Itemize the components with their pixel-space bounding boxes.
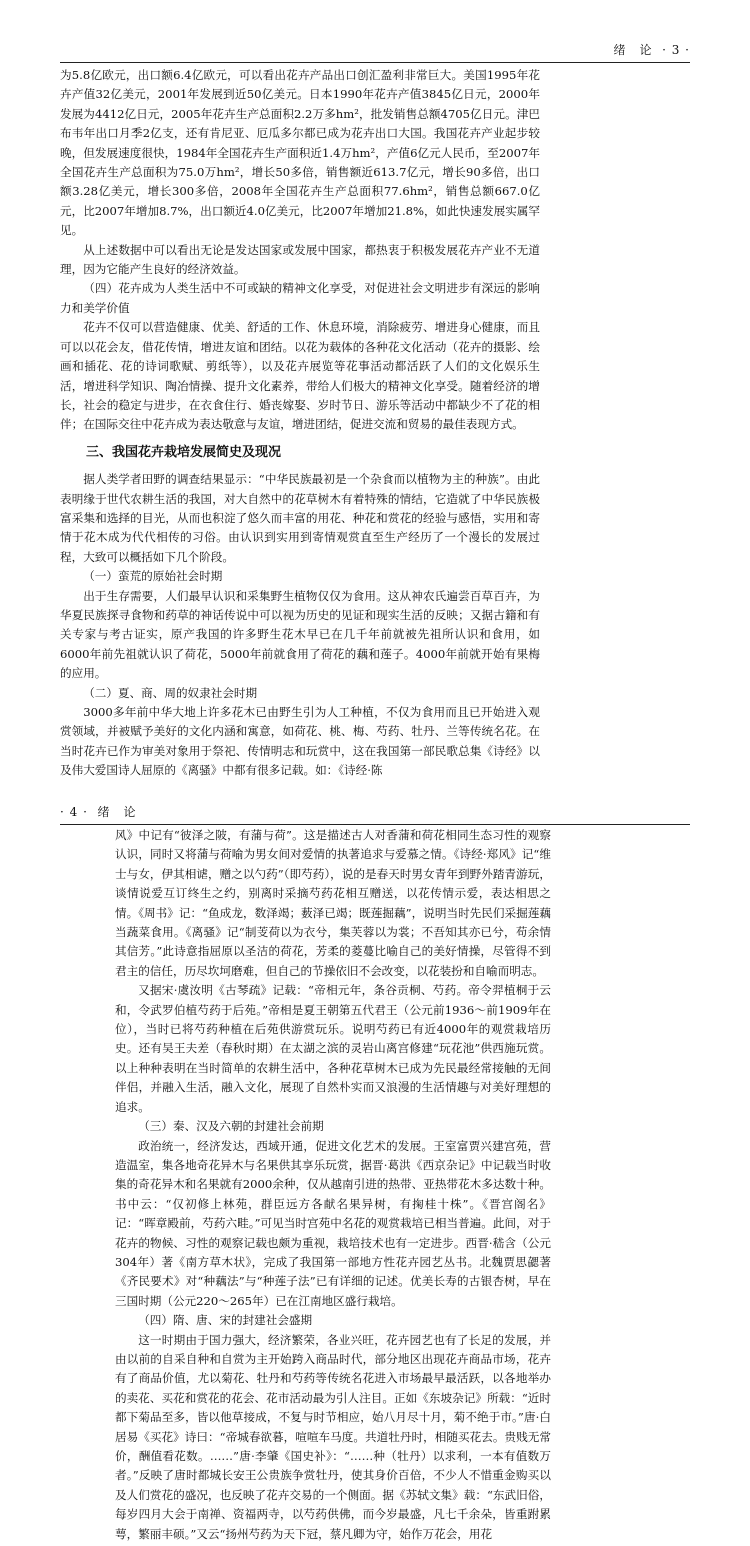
header-page-number: · 4 · (60, 805, 88, 819)
page-body (115, 826, 551, 1544)
paragraph: 风》中记有“彼泽之陂，有蒲与荷”。这是描述古人对香蒲和荷花相同生态习性的观察认识，同时又将蒲与荷喻为男女间对爱情的执著追求与爱慕之情。《诗经·郑风》记“维士与女，伊其相谑，赠之以勺药”（即芍药），说的是春天时男女青年到野外踏青游玩，谈情说爱互订终生之约，别离时采摘芍药花相互赠送，以花传情示爱，表达相思之情。《周书》记：“鱼成龙，数泽竭；薮泽已竭；既莲掘藕”，说明当时先民们采掘莲藕当蔬菜食用。《离骚》记“制芰荷以为衣兮，集芙蓉以为裳；不吾知其亦已兮，苟余情其信芳。”此诗意指屈原以圣洁的荷花，芳柔的菱蔓比喻自己的美好情操，尽管得不到君主的信任，历尽坎坷磨难，但自己的节操依旧不会改变，以花装扮和自喻而明志。 (115, 828, 551, 978)
header-page-number: · 3 · (662, 43, 690, 57)
header-chapter: 绪 论 (97, 805, 137, 819)
running-head (60, 802, 690, 825)
paragraph: 又据宋·虞汝明《古琴疏》记载：“帝相元年，条谷贡桐、芍药。帝令羿植桐于云和，令武罗伯植芍药于后苑。”帝相是夏王朝第五代君王（公元前1936～前1909年在位），当时已将芍药种植在后苑供游赏玩乐。说明芍药已有近4000年的观赏栽培历史。还有吴王夫差（春秋时期）在太湖之滨的灵岩山离宫修建“玩花池”供西施玩赏。以上种种表明在当时简单的农耕生活中，各种花草树木已成为先民最经常接触的无间伴侣，并融入生活，融入文化，展现了自然朴实而又浪漫的生活情趣与对美好理想的追求。 (115, 983, 551, 1114)
paragraph: 据人类学者田野的调查结果显示：“中华民族最初是一个杂食而以植物为主的种族”。由此表明缘于世代农耕生活的我国，对大自然中的花草树木有着特殊的情结，它造就了中华民族极富采集和选择的目光，从而也积淀了悠久而丰富的用花、种花和赏花的经验与感悟，实用和寄情于花木成为代代相传的习俗。由认识到实用到寄情观赏直至生产经历了一个漫长的发展过程，大致可以概括如下几个阶段。 (60, 472, 540, 564)
header-chapter-and-page (613, 41, 690, 58)
page-4 (0, 780, 750, 1546)
paragraph: 花卉不仅可以营造健康、优美、舒适的工作、休息环境，消除疲劳、增进身心健康，而且可以以花会友，借花传情，增进友谊和团结。以花为载体的各种花文化活动（花卉的摄影、绘画和插花、花的诗词歌赋、剪纸等），以及花卉展览等花事活动都活跃了人们的文化娱乐生活，增进科学知识、陶冶情操、提升文化素养，带给人们极大的精神文化享受。随着经济的增长，社会的稳定与进步，在衣食住行、婚丧嫁娶、岁时节日、游乐等活动中都缺少不了花的相伴；在国际交往中花卉成为表达敬意与友谊，增进团结，促进交流和贸易的最佳表现方式。 (60, 320, 540, 432)
header-chapter: 绪 论 (613, 43, 653, 57)
header-page-and-chapter (60, 803, 137, 820)
paragraph: 政治统一，经济发达，西域开通，促进文化艺术的发展。王室富贾兴建宫苑，营造温室，集各地奇花异木与名果供其享乐玩赏，据晋·葛洪《西京杂记》中记载当时收集的奇花异木和名果就有2000余种，仅从越南引进的热带、亚热带花木多达数十种。书中云：“仅初修上林苑，群臣远方各献名果异树，有掬桂十株”。《晋宫阁名》记：“晖章殿前，芍药六畦。”可见当时宫苑中名花的观赏栽培已相当普遍。此间，对于花卉的物候、习性的观察记载也颇为重视，栽培技术也有一定进步。西晋·嵇含（公元304年）著《南方草木状》，完成了我国第一部地方性花卉园艺丛书。北魏贾思勰著《齐民要术》对“种藕法”与“种莲子法”已有详细的记述。优美长寿的古银杏树，早在三国时期（公元220～265年）已在江南地区盛行栽培。 (115, 1138, 551, 1308)
section-title: 三、我国花卉栽培发展简史及现况 (86, 444, 282, 460)
subheading: （二）夏、商、周的奴隶社会时期 (83, 685, 258, 700)
paragraph: 为5.8亿欧元，出口额6.4亿欧元，可以看出花卉产品出口创汇盈利非常巨大。美国1995年花卉产值32亿美元，2001年发展到近50亿美元。日本1990年花卉产值3845亿日元，2000年发展为4412亿日元，2005年花卉生产总面积2.2万多hm²，批发销售总额4705亿日元。津巴布韦年出口月季2亿支，还有肯尼亚、厄瓜多尔都已成为花卉出口大国。我国花卉产业起步较晚，但发展速度很快，1984年全国花卉生产面积近1.4万hm²，产值6亿元人民币，至2007年全国花卉生产总面积为75.0万hm²，增长50多倍，销售额近613.7亿元，增长90多倍，出口额3.28亿美元，增长300多倍，2008年全国花卉生产总面积77.6hm²，销售总额667.0亿元，比2007年增加8.7%，出口额近4.0亿美元，比2007年增加21.8%，如此快速发展实属罕见。 (60, 68, 540, 238)
subheading: （三）秦、汉及六朝的封建社会前期 (138, 1119, 324, 1134)
subheading: （四）花卉成为人类生活中不可或缺的精神文化享受，对促进社会文明进步有深远的影响力和美学价值 (60, 281, 540, 315)
paragraph: 从上述数据中可以看出无论是发达国家或发展中国家，都热衷于积极发展花卉产业不无道理，因为它能产生良好的经济效益。 (60, 242, 540, 277)
subheading: （一）蛮荒的原始社会时期 (83, 569, 223, 584)
running-head (60, 40, 690, 63)
paragraph: 这一时期由于国力强大，经济繁荣，各业兴旺，花卉园艺也有了长足的发展，并由以前的自采自种和自赏为主开始跨入商品时代，部分地区出现花卉商品市场，花卉有了商品价值，尤以菊花、牡丹和芍药等传统名花进入市场最早最活跃，以各地举办的卖花、买花和赏花的花会、花市活动最为引人注目。正如《东坡杂记》所载：“近时都下菊品至多，皆以他草接成，不复与时节相应，始八月尽十月，菊不绝于市。”唐·白居易《买花》诗曰：“帝城春欲暮，喧喧车马度。共道牡丹时，相随买花去。贵贱无常价，酬值看花数。……”唐·李肇《国史补》：“……种（牡丹）以求利，一本有值数万者。”反映了唐时都城长安王公贵族争赏牡丹，使其身价百倍，不少人不惜重金购买以及人们赏花的盛况，也反映了花卉交易的一个侧面。据《苏轼文集》载：“东武旧俗，每岁四月大会于南禅、资福两寺，以芍药供佛，而今岁最盛，凡七千余朵，皆重跗累萼，繁丽丰硕。”又云“扬州芍药为天下冠，蔡凡卿为守，始作万花会，用花 (115, 1332, 551, 1541)
paragraph: 出于生存需要，人们最早认识和采集野生植物仅仅为食用。这从神农氏遍尝百草百卉，为华夏民族探寻食物和药草的神话传说中可以视为历史的见证和现实生活的反映；又据古籍和有关专家与考古证实，原产我国的许多野生花木早已在几千年前就被先祖所认识和食用，如6000年前先祖就认识了荷花，5000年前就食用了荷花的藕和莲子。4000年前就开始有果梅的应用。 (60, 588, 540, 681)
page-body (60, 66, 540, 781)
paragraph: 3000多年前中华大地上许多花木已由野生引为人工种植，不仅为食用而且已开始进入观赏领域，并被赋予美好的文化内涵和寓意，如荷花、桃、梅、芍药、牡丹、兰等传统名花。在当时花卉已作为审美对象用于祭祀、传情明志和玩赏中，这在我国第一部民歌总集《诗经》以及伟大爱国诗人屈原的《离骚》中都有很多记载。如：《诗经·陈 (60, 705, 540, 778)
subheading: （四）隋、唐、宋的封建社会盛期 (138, 1313, 313, 1328)
